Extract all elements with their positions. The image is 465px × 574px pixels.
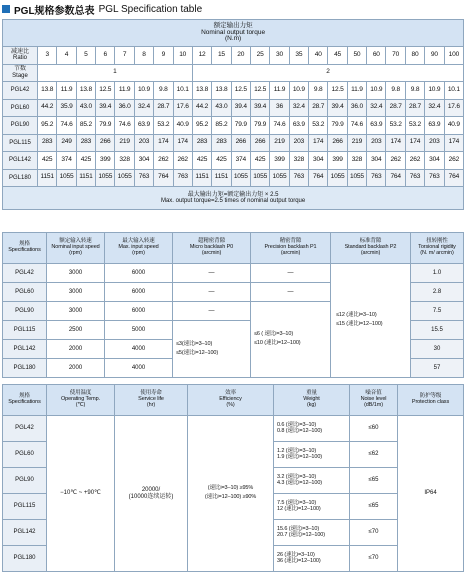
table-row [3, 152, 464, 170]
torque-value-cell: 262 [386, 152, 405, 170]
life-merged-cell: 20000/ (10000连续运转) [115, 416, 188, 572]
torque-value-cell: 53.2 [154, 117, 173, 135]
torque-value-cell: 764 [154, 169, 173, 187]
torque-value-cell: 203 [289, 134, 308, 152]
title-bullet-icon [2, 5, 10, 13]
torque-value-cell: 174 [386, 134, 405, 152]
torque-value-cell: 1055 [57, 169, 76, 187]
torque-value-cell: 763 [425, 169, 444, 187]
torque-value-cell: 219 [347, 134, 366, 152]
torque-value-cell: 266 [231, 134, 250, 152]
torque-value-cell: 63.9 [425, 117, 444, 135]
torque-value-cell: 28.7 [309, 99, 328, 117]
torque-value-cell: 425 [212, 152, 231, 170]
torque-value-cell: 203 [367, 134, 386, 152]
torque-value-cell: 10.9 [425, 82, 444, 100]
ratio-cell: 7 [115, 47, 134, 65]
torque-value-cell: 764 [309, 169, 328, 187]
max-speed-cell: 6000 [105, 302, 173, 321]
ratio-cell: 70 [386, 47, 405, 65]
model-cell: PGL60 [3, 99, 38, 117]
model-cell: PGL142 [3, 152, 38, 170]
torque-value-cell: 1055 [250, 169, 269, 187]
ratio-cell: 10 [173, 47, 192, 65]
torque-value-cell: 40.9 [444, 117, 464, 135]
model-cell: PGL60 [3, 283, 47, 302]
torque-value-cell: 374 [231, 152, 250, 170]
torque-value-cell: 79.9 [250, 117, 269, 135]
torque-value-cell: 266 [328, 134, 347, 152]
torque-value-cell: 79.9 [328, 117, 347, 135]
torque-value-cell: 32.4 [425, 99, 444, 117]
torque-value-cell: 304 [134, 152, 153, 170]
torque-value-cell: 174 [444, 134, 464, 152]
torque-value-cell: 374 [57, 152, 76, 170]
max-speed-cell: 4000 [105, 359, 173, 378]
p2-header: 标准背隙 Standard backlash P2 (arcmin) [331, 233, 411, 264]
noise-cell: ≤70 [350, 546, 398, 572]
torque-table [2, 19, 464, 210]
table-row [3, 82, 464, 100]
torque-value-cell: 28.7 [405, 99, 424, 117]
torque-value-cell: 13.8 [192, 82, 211, 100]
noise-cell: ≤65 [350, 468, 398, 494]
torque-value-cell: 12.5 [250, 82, 269, 100]
rigidity-header: 扭转刚性 Torsional rigidity (N. m/ arcmin) [411, 233, 464, 264]
page-title [2, 2, 202, 16]
p1-merged-cell: ≤6 ( 速比i=3–10) ≤10 (速比i=12–100) [251, 302, 331, 378]
torque-value-cell: 328 [347, 152, 366, 170]
torque-value-cell: 425 [250, 152, 269, 170]
torque-value-cell: 63.9 [134, 117, 153, 135]
weight-cell: 0.6 (速比i=3–10) 0.8 (速比i=12–100) [274, 416, 350, 442]
model-cell: PGL90 [3, 468, 47, 494]
torque-value-cell: 219 [270, 134, 289, 152]
ratio-cell: 15 [212, 47, 231, 65]
torque-value-cell: 36 [270, 99, 289, 117]
nominal-speed-cell: 2500 [47, 321, 105, 340]
torque-value-cell: 219 [115, 134, 134, 152]
ratio-cell: 4 [57, 47, 76, 65]
torque-value-cell: 266 [96, 134, 115, 152]
torque-value-cell: 53.2 [386, 117, 405, 135]
ratio-cell: 25 [250, 47, 269, 65]
ratio-cell: 35 [289, 47, 308, 65]
model-cell: PGL180 [3, 359, 47, 378]
torque-value-cell: 53.2 [309, 117, 328, 135]
torque-value-cell: 283 [76, 134, 95, 152]
torque-value-cell: 425 [38, 152, 57, 170]
ratio-cell: 6 [96, 47, 115, 65]
torque-value-cell: 9.8 [309, 82, 328, 100]
torque-value-cell: 10.1 [173, 82, 192, 100]
torque-value-cell: 1055 [328, 169, 347, 187]
torque-value-cell: 39.4 [231, 99, 250, 117]
torque-value-cell: 13.8 [38, 82, 57, 100]
general-spec-table [2, 384, 464, 572]
torque-value-cell: 304 [425, 152, 444, 170]
max-speed-cell: 6000 [105, 283, 173, 302]
torque-value-cell: 9.8 [154, 82, 173, 100]
torque-value-cell: 399 [328, 152, 347, 170]
p1-header: 精密背隙 Precision backlash P1 (arcmin) [251, 233, 331, 264]
temp-merged-cell: −10℃ ~ +90℃ [47, 416, 115, 572]
torque-value-cell: 79.9 [231, 117, 250, 135]
model-cell: PGL180 [3, 546, 47, 572]
model-cell: PGL42 [3, 82, 38, 100]
torque-value-cell: 763 [405, 169, 424, 187]
noise-header: 噪音值 Noise level (dB/1m) [350, 385, 398, 416]
torque-value-cell: 1055 [96, 169, 115, 187]
weight-cell: 15.6 (速比i=3–10) 20.7 (速比i=12–100) [274, 520, 350, 546]
torque-value-cell: 174 [154, 134, 173, 152]
torque-value-cell: 12.5 [231, 82, 250, 100]
torque-value-cell: 32.4 [367, 99, 386, 117]
torque-value-cell: 12.5 [328, 82, 347, 100]
ratio-cell: 8 [134, 47, 153, 65]
torque-value-cell: 425 [76, 152, 95, 170]
torque-value-cell: 1151 [76, 169, 95, 187]
table-row [3, 134, 464, 152]
torque-value-cell: 74.6 [347, 117, 366, 135]
torque-value-cell: 764 [386, 169, 405, 187]
torque-value-cell: 262 [154, 152, 173, 170]
max-speed-cell: 4000 [105, 340, 173, 359]
ratio-cell: 30 [270, 47, 289, 65]
nominal-speed-cell: 3000 [47, 302, 105, 321]
model-cell: PGL42 [3, 264, 47, 283]
ratio-cell: 20 [231, 47, 250, 65]
nominal-speed-cell: 3000 [47, 283, 105, 302]
torque-value-cell: 1151 [192, 169, 211, 187]
torque-value-cell: 174 [405, 134, 424, 152]
stage-2-cell: 2 [192, 64, 463, 82]
torque-value-cell: 1055 [347, 169, 366, 187]
max-speed-header: 最大输入转速 Max. input speed (rpm) [105, 233, 173, 264]
torque-value-cell: 10.9 [134, 82, 153, 100]
torque-value-cell: 304 [367, 152, 386, 170]
table-row [3, 117, 464, 135]
model-cell: PGL60 [3, 442, 47, 468]
torque-value-cell: 63.9 [289, 117, 308, 135]
torque-value-cell: 74.6 [115, 117, 134, 135]
torque-value-cell: 262 [173, 152, 192, 170]
torque-value-cell: 10.9 [367, 82, 386, 100]
max-torque-note: 最大输出力矩=额定输出力矩 × 2.5 Max. output torque=2.5 times of nominal output torque [3, 187, 464, 210]
ratio-row [3, 47, 464, 65]
weight-header: 重量 Weight (kg) [274, 385, 350, 416]
torque-value-cell: 32.4 [134, 99, 153, 117]
torque-value-cell: 283 [212, 134, 231, 152]
torque-value-cell: 74.6 [57, 117, 76, 135]
torque-value-cell: 399 [96, 152, 115, 170]
torque-value-cell: 17.6 [444, 99, 464, 117]
torque-value-cell: 1055 [231, 169, 250, 187]
torque-value-cell: 1055 [270, 169, 289, 187]
general-table-header-row [3, 385, 464, 416]
torque-value-cell: 304 [309, 152, 328, 170]
max-speed-cell: 5000 [105, 321, 173, 340]
torque-value-cell: 17.6 [173, 99, 192, 117]
efficiency-header: 效率 Efficiency (%) [188, 385, 274, 416]
torque-value-cell: 9.8 [405, 82, 424, 100]
model-cell: PGL142 [3, 520, 47, 546]
torque-value-cell: 12.5 [96, 82, 115, 100]
p0-cell: — [173, 302, 251, 321]
torque-value-cell: 13.8 [212, 82, 231, 100]
life-header: 使用寿命 Service life (hr) [115, 385, 188, 416]
ratio-cell: 80 [405, 47, 424, 65]
torque-value-cell: 425 [192, 152, 211, 170]
torque-value-cell: 95.2 [38, 117, 57, 135]
p1-cell: — [251, 283, 331, 302]
ratio-label: 减速比 Ratio [3, 47, 38, 65]
nominal-speed-cell: 2000 [47, 359, 105, 378]
torque-value-cell: 28.7 [386, 99, 405, 117]
torque-value-cell: 95.2 [192, 117, 211, 135]
torque-value-cell: 763 [289, 169, 308, 187]
torque-value-cell: 763 [134, 169, 153, 187]
torque-table-header: 额定输出力矩 Nominal output torque (N.m) [3, 20, 464, 47]
table-row [3, 99, 464, 117]
torque-value-cell: 43.0 [76, 99, 95, 117]
torque-value-cell: 11.9 [347, 82, 366, 100]
torque-value-cell: 399 [270, 152, 289, 170]
model-cell: PGL115 [3, 134, 38, 152]
rigidity-cell: 1.0 [411, 264, 464, 283]
torque-value-cell: 36.0 [115, 99, 134, 117]
rigidity-cell: 30 [411, 340, 464, 359]
p0-cell: — [173, 264, 251, 283]
nominal-speed-cell: 3000 [47, 264, 105, 283]
p0-merged-cell: ≤3(速比i=3–10) ≤5(速比i=12–100) [173, 321, 251, 378]
torque-value-cell: 10.1 [444, 82, 464, 100]
torque-value-cell: 283 [38, 134, 57, 152]
torque-value-cell: 44.2 [192, 99, 211, 117]
spec-header: 规格 Specifications [3, 385, 47, 416]
model-cell: PGL115 [3, 321, 47, 340]
stage-1-cell: 1 [38, 64, 193, 82]
noise-cell: ≤62 [350, 442, 398, 468]
torque-value-cell: 35.9 [57, 99, 76, 117]
noise-cell: ≤70 [350, 520, 398, 546]
rigidity-cell: 57 [411, 359, 464, 378]
model-cell: PGL180 [3, 169, 38, 187]
torque-value-cell: 249 [57, 134, 76, 152]
torque-value-cell: 85.2 [76, 117, 95, 135]
efficiency-merged-cell: (速比i=3–10) ≥95% (速比i=12–100) ≥90% [188, 416, 274, 572]
ratio-cell: 5 [76, 47, 95, 65]
torque-value-cell: 32.4 [289, 99, 308, 117]
ratio-cell: 12 [192, 47, 211, 65]
noise-cell: ≤65 [350, 494, 398, 520]
torque-value-cell: 10.9 [289, 82, 308, 100]
max-speed-cell: 6000 [105, 264, 173, 283]
model-cell: PGL90 [3, 302, 47, 321]
torque-value-cell: 53.2 [405, 117, 424, 135]
weight-cell: 26 (速比i=3–10) 36 (速比i=12–100) [274, 546, 350, 572]
p2-merged-cell: ≤12 (速比i=3–10) ≤15 (速比i=12–100) [331, 264, 411, 378]
protection-header: 防护等级 Protection class [398, 385, 464, 416]
torque-value-cell: 39.4 [328, 99, 347, 117]
torque-value-cell: 174 [309, 134, 328, 152]
torque-value-cell: 85.2 [212, 117, 231, 135]
torque-value-cell: 203 [134, 134, 153, 152]
table-row [3, 264, 464, 283]
title-cn: PGL规格参数总表 [14, 5, 95, 17]
rigidity-cell: 7.5 [411, 302, 464, 321]
torque-value-cell: 174 [173, 134, 192, 152]
torque-value-cell: 79.9 [96, 117, 115, 135]
rigidity-cell: 2.8 [411, 283, 464, 302]
speed-backlash-table [2, 232, 464, 378]
table-row [3, 169, 464, 187]
torque-value-cell: 1151 [38, 169, 57, 187]
protection-merged-cell: IP64 [398, 416, 464, 572]
torque-value-cell: 283 [192, 134, 211, 152]
temp-header: 使用温度 Operating Temp. (℃) [47, 385, 115, 416]
ratio-cell: 60 [367, 47, 386, 65]
nominal-speed-header: 额定输入转速 Nominal input speed (rpm) [47, 233, 105, 264]
p1-cell: — [251, 264, 331, 283]
ratio-cell: 100 [444, 47, 464, 65]
ratio-cell: 9 [154, 47, 173, 65]
p0-cell: — [173, 283, 251, 302]
torque-value-cell: 43.0 [212, 99, 231, 117]
torque-value-cell: 266 [250, 134, 269, 152]
torque-value-cell: 39.4 [96, 99, 115, 117]
model-cell: PGL115 [3, 494, 47, 520]
torque-value-cell: 764 [444, 169, 464, 187]
torque-value-cell: 1151 [212, 169, 231, 187]
speed-table-header-row [3, 233, 464, 264]
title-en: PGL Specification table [98, 3, 203, 15]
p0-header: 超精密背隙 Micro backlash P0 (arcmin) [173, 233, 251, 264]
ratio-cell: 45 [328, 47, 347, 65]
torque-value-cell: 28.7 [154, 99, 173, 117]
nominal-speed-cell: 2000 [47, 340, 105, 359]
ratio-cell: 90 [425, 47, 444, 65]
torque-value-cell: 74.6 [270, 117, 289, 135]
noise-cell: ≤60 [350, 416, 398, 442]
torque-value-cell: 11.9 [115, 82, 134, 100]
weight-cell: 1.2 (速比i=3–10) 1.9 (速比i=12–100) [274, 442, 350, 468]
weight-cell: 3.2 (速比i=3–10) 4.3 (速比i=12–100) [274, 468, 350, 494]
torque-value-cell: 1055 [115, 169, 134, 187]
torque-value-cell: 763 [173, 169, 192, 187]
spec-header: 规格 Specifications [3, 233, 47, 264]
weight-cell: 7.5 (速比i=3–10) 12 (速比i=12–100) [274, 494, 350, 520]
torque-value-cell: 262 [444, 152, 464, 170]
torque-value-cell: 763 [367, 169, 386, 187]
model-cell: PGL42 [3, 416, 47, 442]
torque-value-cell: 328 [289, 152, 308, 170]
ratio-cell: 50 [347, 47, 366, 65]
torque-value-cell: 40.9 [173, 117, 192, 135]
table-row [3, 416, 464, 442]
torque-value-cell: 11.9 [57, 82, 76, 100]
stage-label: 节数 Stage [3, 64, 38, 82]
torque-value-cell: 36.0 [347, 99, 366, 117]
ratio-cell: 40 [309, 47, 328, 65]
torque-value-cell: 9.8 [386, 82, 405, 100]
torque-value-cell: 262 [405, 152, 424, 170]
torque-value-cell: 63.9 [367, 117, 386, 135]
torque-value-cell: 39.4 [250, 99, 269, 117]
torque-value-cell: 11.9 [270, 82, 289, 100]
stage-row [3, 64, 464, 82]
torque-value-cell: 44.2 [38, 99, 57, 117]
model-cell: PGL142 [3, 340, 47, 359]
rigidity-cell: 15.5 [411, 321, 464, 340]
model-cell: PGL90 [3, 117, 38, 135]
torque-value-cell: 13.8 [76, 82, 95, 100]
ratio-cell: 3 [38, 47, 57, 65]
torque-value-cell: 328 [115, 152, 134, 170]
torque-value-cell: 203 [425, 134, 444, 152]
